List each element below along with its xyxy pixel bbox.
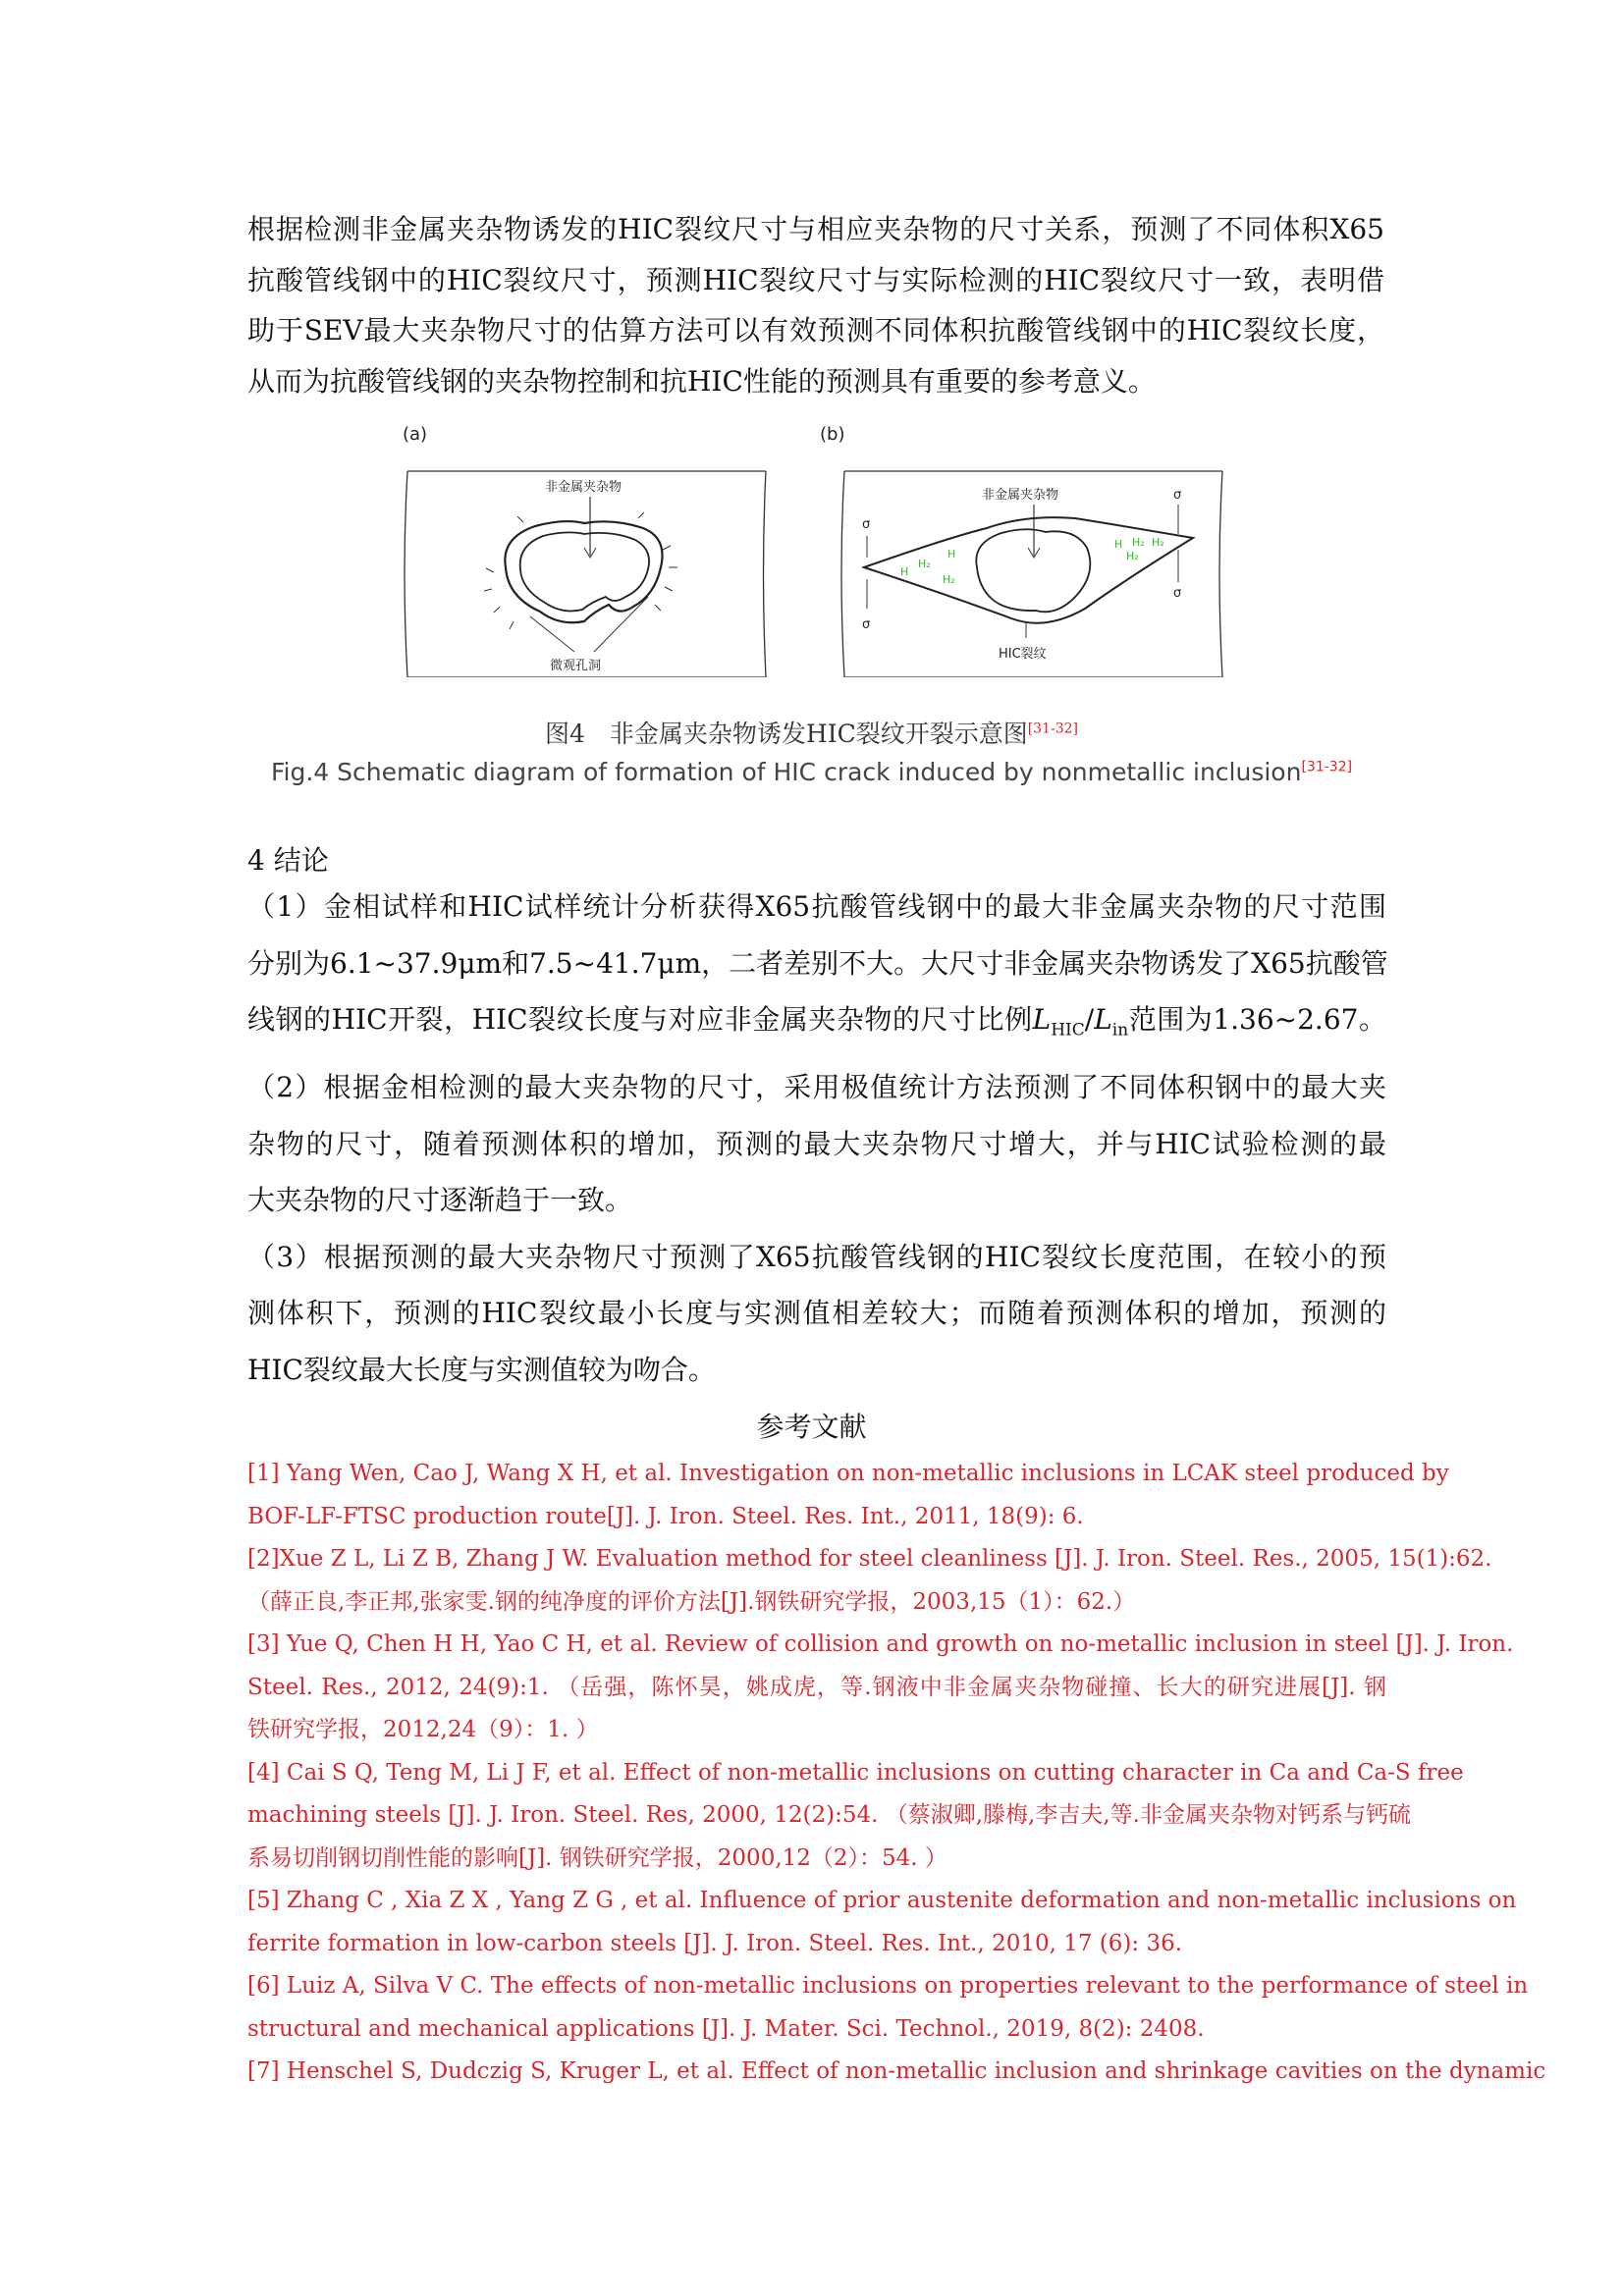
references-title: 参考文献 — [756, 1411, 867, 1443]
caption-en-text: Fig.4 Schematic diagram of formation of HIC crack induced by nonmetallic inclusion — [270, 758, 1302, 786]
caption-en-citation[interactable]: [31-32] — [1301, 759, 1353, 775]
reference-line[interactable]: 铁研究学报，2012,24（9）：1. ） — [247, 1717, 599, 1742]
conclusion-line: （1）金相试样和HIC试样统计分析获得X65抗酸管线钢中的最大非金属夹杂物的尺寸范围 — [247, 890, 1386, 923]
intro-line: 根据检测非金属夹杂物诱发的HIC裂纹尺寸与相应夹杂物的尺寸关系，预测了不同体积X65 — [247, 213, 1384, 245]
reference-line[interactable]: （薛正良,李正邦,张家雯.钢的纯净度的评价方法[J].钢铁研究学报，2003,15（1）：62.） — [247, 1588, 1136, 1615]
reference-line[interactable]: structural and mechanical applications [J]. J. Mater. Sci. Technol., 2019, 8(2): 2408. — [247, 2015, 1205, 2042]
ratio-tail: 范围为1.36~2.67。 — [1128, 1003, 1386, 1036]
b-h-label: H — [947, 548, 956, 561]
reference-line[interactable]: [4] Cai S Q, Teng M, Li J F, et al. Effect of non-metallic inclusions on cutting character in Ca and Ca-S free — [247, 1759, 1464, 1786]
reference-line[interactable]: BOF-LF-FTSC production route[J]. J. Iron. Steel. Res. Int., 2011, 18(9): 6. — [247, 1503, 1084, 1529]
conclusion-line: （2）根据金相检测的最大夹杂物的尺寸，采用极值统计方法预测了不同体积钢中的最大夹 — [247, 1071, 1386, 1104]
conclusion-line: 杂物的尺寸，随着预测体积的增加，预测的最大夹杂物尺寸增大，并与HIC试验检测的最 — [247, 1127, 1386, 1160]
b-crack-label: HIC裂纹 — [999, 647, 1047, 662]
b-sigma-left-top: σ — [862, 517, 871, 532]
panel-a-label: (a) — [403, 424, 428, 445]
b-h2-label: H₂ — [1126, 550, 1139, 562]
a-inclusion-label: 非金属夹杂物 — [545, 480, 622, 495]
intro-line: 抗酸管线钢中的HIC裂纹尺寸，预测HIC裂纹尺寸与实际检测的HIC裂纹尺寸一致，表明借 — [247, 263, 1384, 296]
reference-line[interactable]: [5] Zhang C , Xia Z X , Yang Z G , et al. Influence of prior austenite deformation and non-metallic inclusions on — [247, 1888, 1517, 1913]
b-h-label: H — [1114, 538, 1123, 551]
reference-line[interactable]: [6] Luiz A, Silva V C. The effects of non-metallic inclusions on properties relevant to the performance of steel in — [247, 1973, 1529, 1999]
conclusion-line: HIC裂纹最大长度与实测值较为吻合。 — [247, 1353, 716, 1386]
b-h-label: H — [900, 565, 909, 578]
conclusion-body — [247, 879, 1386, 1398]
reference-line[interactable]: Steel. Res., 2012, 24(9):1. （岳强，陈怀昊，姚成虎，等.钢液中非金属夹杂物碰撞、长大的研究进展[J]. 钢 — [247, 1674, 1386, 1700]
ratio-l: L — [1032, 1003, 1052, 1036]
b-h2-label: H₂ — [918, 558, 931, 570]
reference-line[interactable]: machining steels [J]. J. Iron. Steel. Res, 2000, 12(2):54. （蔡淑卿,滕梅,李吉夫,等.非金属夹杂物对钙系与钙硫 — [247, 1802, 1411, 1828]
reference-line[interactable]: 系易切削钢切削性能的影响[J]. 钢铁研究学报，2000,12（2）：54. ） — [247, 1844, 947, 1871]
conclusion-line-ratio — [247, 991, 1386, 1059]
conclusion-line: 分别为6.1~37.9μm和7.5~41.7μm，二者差别不大。大尺寸非金属夹杂物诱发了X65抗酸管 — [247, 946, 1388, 980]
conclusion-ratio-text: 线钢的HIC开裂，HIC裂纹长度与对应非金属夹杂物的尺寸比例 — [247, 1003, 1033, 1036]
reference-line[interactable]: [3] Yue Q, Chen H H, Yao C H, et al. Review of collision and growth on no-metallic inclusion in steel [J]. J. Iron. — [247, 1631, 1514, 1657]
figure-4-diagram — [398, 420, 1237, 677]
conclusion-line: 测体积下，预测的HIC裂纹最小长度与实测值相差较大；而随着预测体积的增加，预测的 — [247, 1297, 1386, 1330]
panel-b-label: (b) — [820, 424, 845, 445]
intro-paragraph — [247, 204, 1384, 406]
b-h2-label: H₂ — [1152, 536, 1164, 549]
b-sigma-right-top: σ — [1173, 488, 1182, 503]
figure-caption-cn — [0, 715, 1623, 750]
caption-cn-text: 图4 非金属夹杂物诱发HIC裂纹开裂示意图 — [544, 720, 1028, 748]
ratio-slash: / — [1084, 1003, 1095, 1036]
b-h2-label: H₂ — [943, 573, 955, 586]
section-heading-conclusion: 4 结论 — [247, 844, 329, 877]
b-h2-label: H₂ — [1132, 536, 1145, 549]
a-voids-label: 微观孔洞 — [550, 659, 602, 673]
figure-caption-en — [0, 758, 1623, 786]
ratio-sub-in: in — [1111, 1020, 1129, 1041]
references-list — [247, 1453, 1546, 2094]
reference-line[interactable]: [7] Henschel S, Dudczig S, Kruger L, et al. Effect of non-metallic inclusion and shrinkage cavities on the dynamic — [247, 2058, 1546, 2084]
reference-line[interactable]: [1] Yang Wen, Cao J, Wang X H, et al. Investigation on non-metallic inclusions in LCAK steel produced by — [247, 1461, 1449, 1486]
conclusion-line: （3）根据预测的最大夹杂物尺寸预测了X65抗酸管线钢的HIC裂纹长度范围，在较小的预 — [247, 1240, 1386, 1273]
b-sigma-left-bottom: σ — [862, 617, 871, 632]
reference-line[interactable]: [2]Xue Z L, Li Z B, Zhang J W. Evaluation method for steel cleanliness [J]. J. Iron. Steel. Res., 2005, 15(1):62. — [247, 1546, 1492, 1572]
conclusion-line: 大夹杂物的尺寸逐渐趋于一致。 — [247, 1184, 633, 1217]
ratio-l: L — [1094, 1003, 1112, 1036]
intro-line: 助于SEV最大夹杂物尺寸的估算方法可以有效预测不同体积抗酸管线钢中的HIC裂纹长度， — [247, 314, 1384, 347]
reference-line[interactable]: ferrite formation in low-carbon steels [J]. J. Iron. Steel. Res. Int., 2010, 17 (6): 36. — [247, 1930, 1183, 1956]
caption-cn-citation[interactable]: [31-32] — [1027, 721, 1078, 737]
ratio-sub-hic: HIC — [1051, 1020, 1085, 1041]
intro-line: 从而为抗酸管线钢的夹杂物控制和抗HIC性能的预测具有重要的参考意义。 — [247, 364, 1156, 398]
b-inclusion-label: 非金属夹杂物 — [982, 488, 1059, 503]
b-sigma-right-bottom: σ — [1173, 586, 1182, 601]
